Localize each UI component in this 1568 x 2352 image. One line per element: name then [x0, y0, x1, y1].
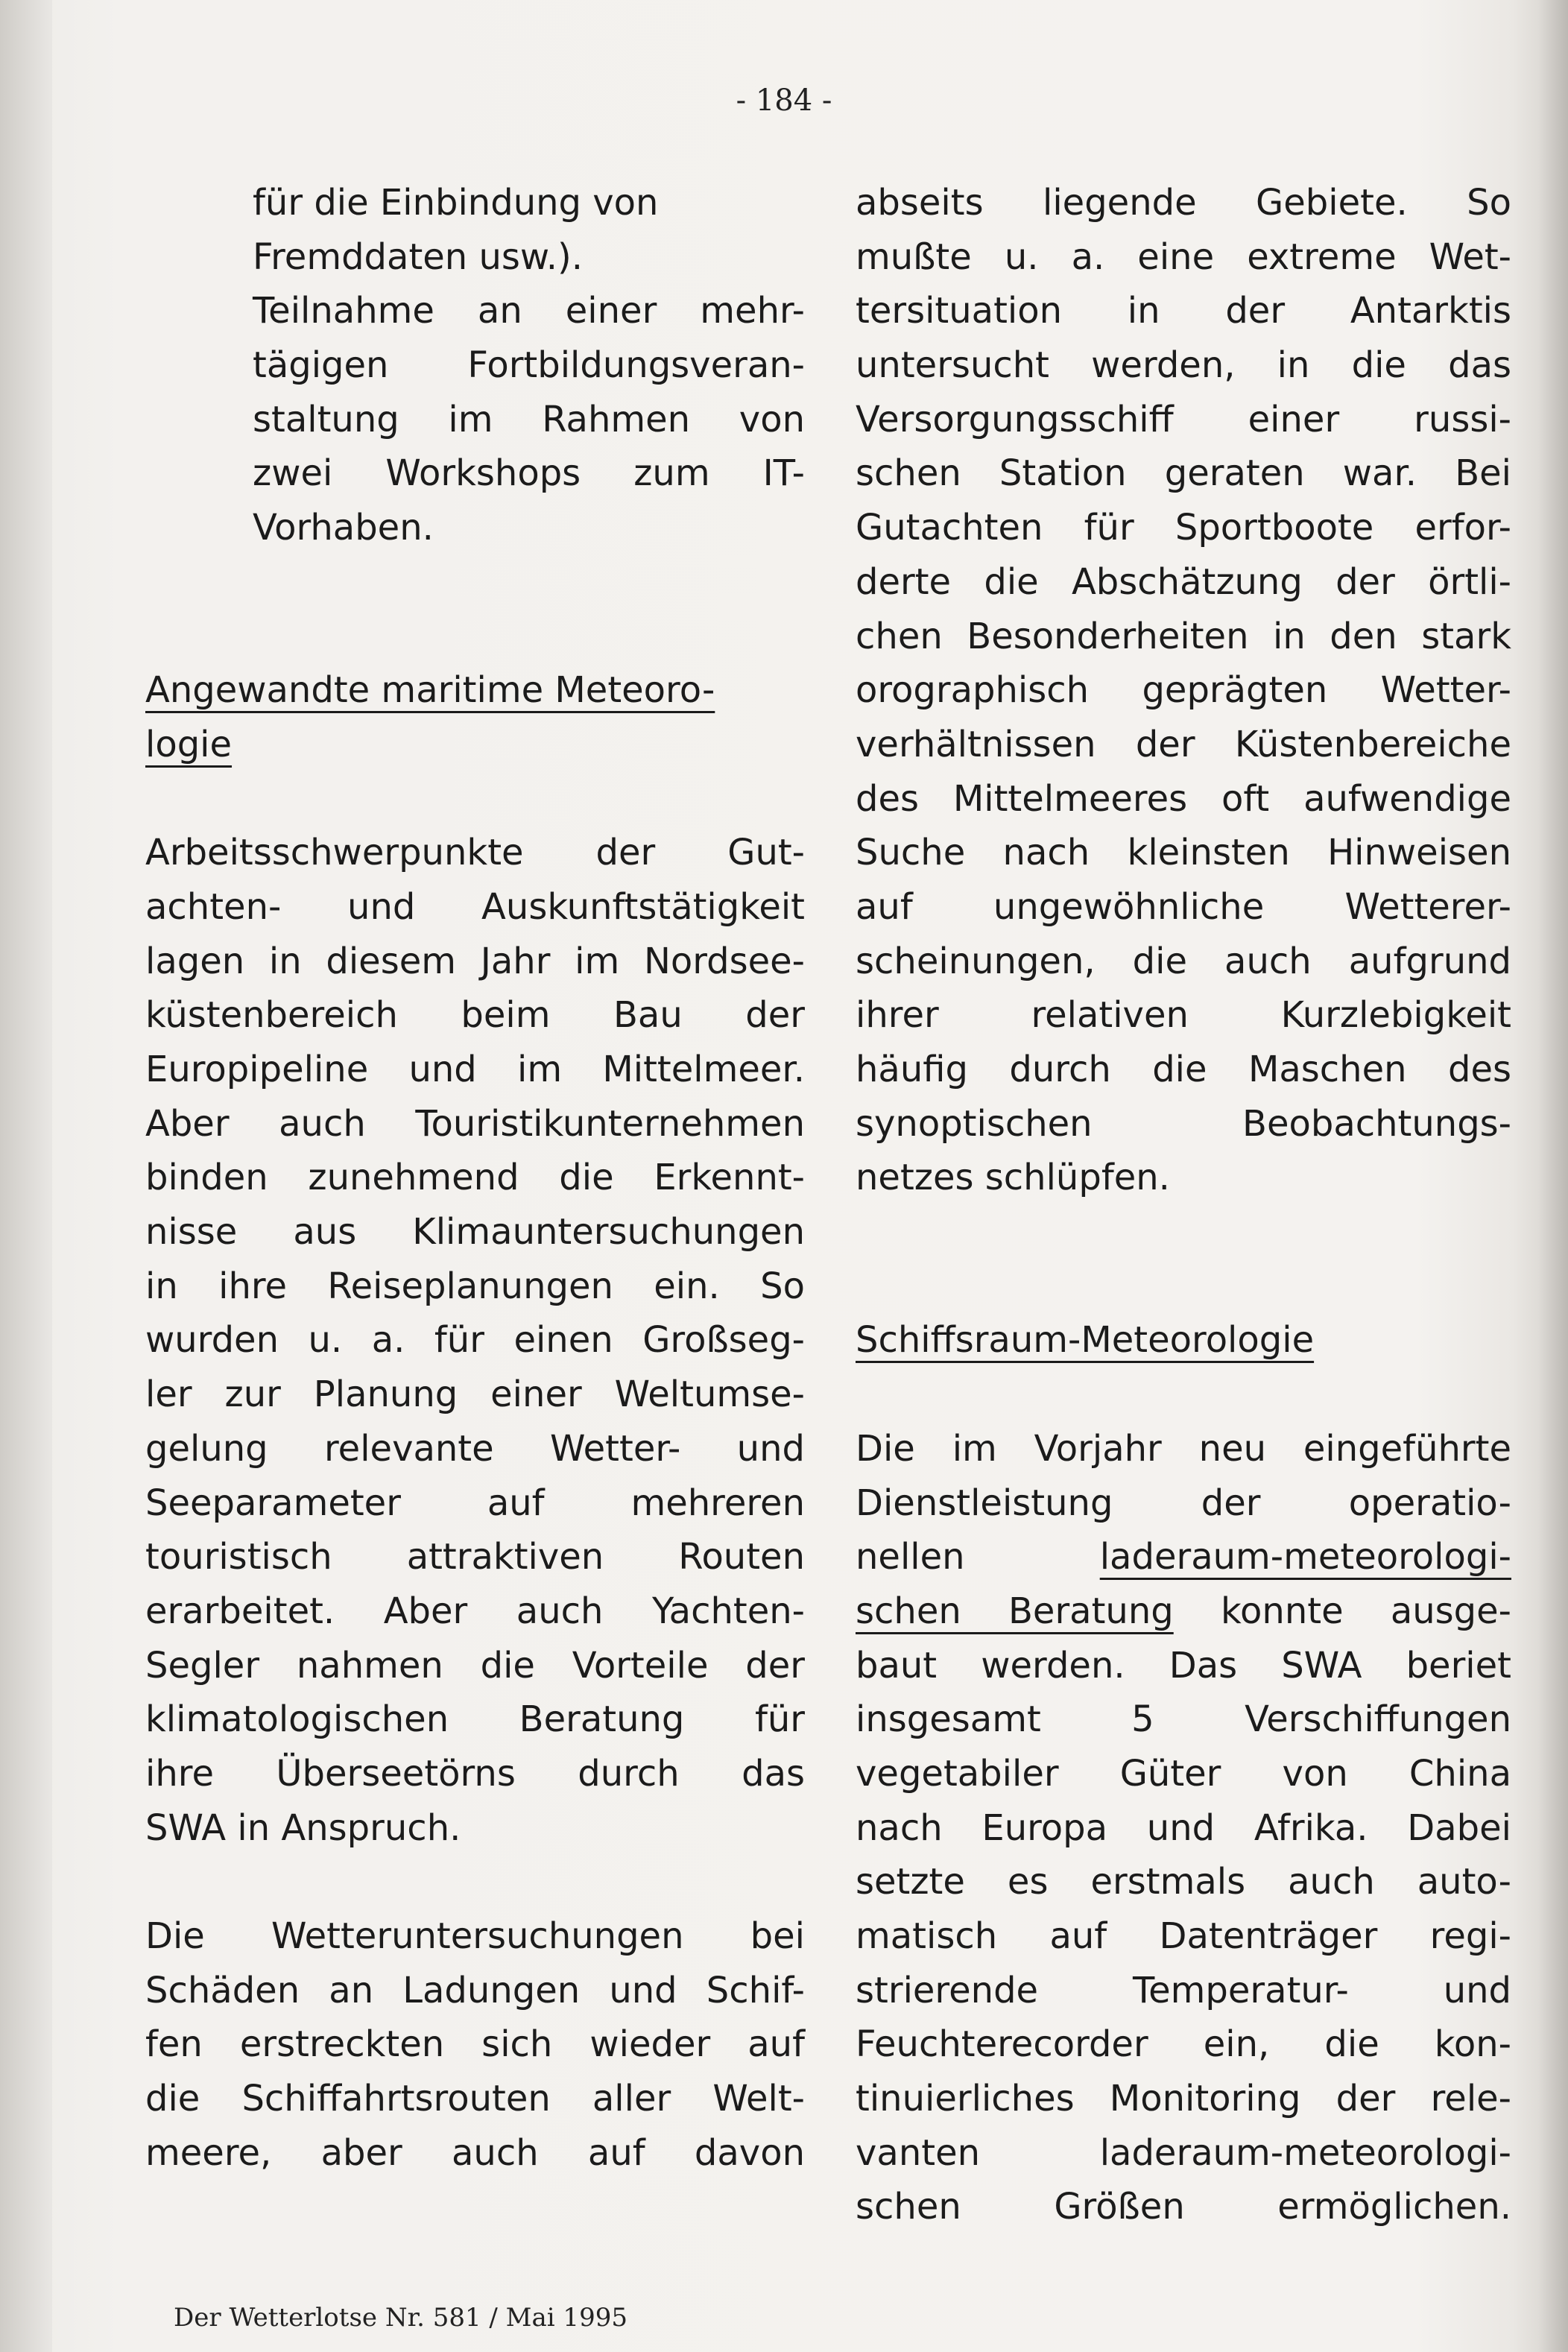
text-line: insgesamt 5 Verschiffungen — [856, 1698, 1511, 1741]
text-line: Versorgungsschiff einer russi- — [856, 398, 1511, 440]
text-line: die Schiffahrtsrouten aller Welt- — [145, 2078, 805, 2120]
text-line: synoptischen Beobachtungs- — [856, 1102, 1511, 1145]
text-line: ler zur Planung einer Weltumse- — [145, 1373, 805, 1416]
text-line: küstenbereich beim Bau der — [145, 994, 805, 1037]
text-line: tersituation in der Antarktis — [856, 290, 1511, 332]
text-line: Vorhaben. — [253, 507, 434, 549]
text-line: strierende Temperatur- und — [856, 1969, 1511, 2011]
text-line: vegetabiler Güter von China — [856, 1752, 1511, 1795]
text-line: nisse aus Klimauntersuchungen — [145, 1211, 805, 1254]
section-heading-maritime — [145, 663, 805, 771]
text-line: Segler nahmen die Vorteile der — [145, 1644, 805, 1686]
text-line: Europipeline und im Mittelmeer. — [145, 1049, 805, 1090]
text-line: staltung im Rahmen von — [253, 398, 805, 440]
text-line: für die Einbindung von — [253, 182, 659, 224]
text-line: Schäden an Ladungen und Schif- — [145, 1969, 805, 2011]
text-line: matisch auf Datenträger regi- — [856, 1915, 1511, 1957]
text-line: gelung relevante Wetter- und — [145, 1427, 805, 1470]
text-line: schen Beratung konnte ausge- — [856, 1590, 1511, 1632]
text-line: Teilnahme an einer mehr- — [253, 290, 805, 332]
paragraph-maritime-1 — [145, 826, 805, 1855]
paragraph-maritime-2 — [145, 1909, 805, 2180]
page-edge-shadow — [1538, 0, 1568, 2352]
text-line: zwei Workshops zum IT- — [253, 452, 805, 495]
text-line: des Mittelmeeres oft aufwendige — [856, 777, 1511, 820]
text-line: schen Größen ermöglichen. — [856, 2186, 1511, 2228]
underlined-term: schen Beratung — [856, 1590, 1174, 1632]
text-line: Dienstleistung der operatio- — [856, 1482, 1511, 1524]
text-line: auf ungewöhnliche Wetterer- — [856, 885, 1511, 928]
text-line: fen erstreckten sich wieder auf — [145, 2023, 805, 2066]
text-line: erarbeitet. Aber auch Yachten- — [145, 1590, 805, 1632]
text-line: Aber auch Touristikunternehmen — [145, 1102, 805, 1145]
text-line: lagen in diesem Jahr im Nordsee- — [145, 940, 805, 982]
heading-line: Angewandte maritime Meteoro- — [145, 669, 715, 712]
text-line: schen Station geraten war. Bei — [856, 452, 1511, 495]
binding-shadow — [0, 0, 52, 2352]
text-line: verhältnissen der Küstenbereiche — [856, 723, 1511, 765]
text-line: Gutachten für Sportboote erfor- — [856, 507, 1511, 549]
text-line: ihrer relativen Kurzlebigkeit — [856, 994, 1511, 1037]
text-line: Die im Vorjahr neu eingeführte — [856, 1427, 1511, 1470]
text-line: tägigen Fortbildungsveran- — [253, 344, 805, 387]
text-line: in ihre Reiseplanungen ein. So — [145, 1265, 805, 1307]
text-line: baut werden. Das SWA beriet — [856, 1644, 1511, 1686]
page-number: - 184 - — [736, 83, 832, 118]
text-line: setzte es erstmals auch auto- — [856, 1861, 1511, 1903]
text-line: abseits liegende Gebiete. So — [856, 182, 1511, 224]
intro-list-continuation — [145, 176, 805, 555]
text-line: netzes schlüpfen. — [856, 1157, 1170, 1199]
section-heading-cargo-hold: Schiffsraum-Meteorologie — [856, 1319, 1315, 1362]
text-line: orographisch geprägten Wetter- — [856, 669, 1511, 712]
left-column — [145, 176, 805, 2180]
text-line: Suche nach kleinsten Hinweisen — [856, 832, 1511, 874]
text-line: touristisch attraktiven Routen — [145, 1536, 805, 1578]
text-line: binden zunehmend die Erkennt- — [145, 1157, 805, 1199]
text-line: tinuierliches Monitoring der rele- — [856, 2078, 1511, 2120]
text-line: Die Wetteruntersuchungen bei — [145, 1915, 805, 1957]
text-line: chen Besonderheiten in den stark — [856, 615, 1511, 657]
text-line: Seeparameter auf mehreren — [145, 1482, 805, 1524]
text-line: derte die Abschätzung der örtli- — [856, 560, 1511, 603]
footer-citation: Der Wetterlotse Nr. 581 / Mai 1995 — [174, 2303, 627, 2333]
text-line: Fremddaten usw.). — [253, 235, 583, 278]
text-line: nach Europa und Afrika. Dabei — [856, 1806, 1511, 1849]
text-line: wurden u. a. für einen Großseg- — [145, 1319, 805, 1362]
paragraph-maritime-continued — [856, 176, 1511, 1205]
text-line: nellen laderaum-meteorologi- — [856, 1536, 1511, 1578]
text-line: untersucht werden, in die das — [856, 344, 1511, 387]
text-line: Arbeitsschwerpunkte der Gut- — [145, 832, 805, 874]
paragraph-cargo-hold — [856, 1639, 1511, 2235]
heading-line: logie — [145, 723, 233, 765]
text-line: klimatologischen Beratung für — [145, 1698, 805, 1741]
right-column — [856, 176, 1511, 2234]
text-line: meere, aber auch auf davon — [145, 2131, 805, 2174]
underlined-term: laderaum-meteorologi- — [1099, 1536, 1511, 1578]
text-line: Feuchterecorder ein, die kon- — [856, 2023, 1511, 2066]
text-line: häufig durch die Maschen des — [856, 1049, 1511, 1090]
text-line: scheinungen, die auch aufgrund — [856, 940, 1511, 982]
text-line: SWA in Anspruch. — [145, 1806, 461, 1849]
text-line: ihre Überseetörns durch das — [145, 1752, 805, 1795]
text-line: vanten laderaum-meteorologi- — [856, 2131, 1511, 2174]
text-line: achten- und Auskunftstätigkeit — [145, 885, 805, 928]
text-line: mußte u. a. eine extreme Wet- — [856, 235, 1511, 278]
